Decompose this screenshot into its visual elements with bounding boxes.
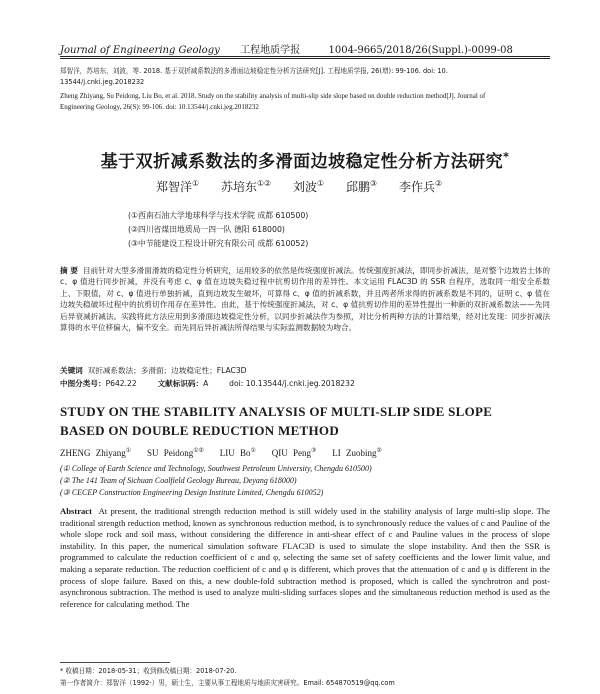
author-name: 刘波 bbox=[292, 180, 317, 194]
abstract-en bbox=[60, 506, 550, 610]
abstract-cn-label: 摘 要 bbox=[60, 266, 79, 275]
keywords-cn-label: 关键词 bbox=[60, 366, 83, 375]
affiliation-cn-3: (③中节能建设工程设计研究有限公司 成都 610052) bbox=[128, 239, 309, 248]
title-en-line1: STUDY ON THE STABILITY ANALYSIS OF MULTI-SLIP SIDE SLOPE bbox=[60, 404, 493, 419]
citation-cn-line2: 13544/j.cnki.jeg.2018232 bbox=[60, 78, 145, 86]
author-affiliation-mark: ③ bbox=[370, 179, 378, 188]
affiliation-en-3: (③ CECEP Construction Engineering Design Institute Limited, Chengdu 610052) bbox=[60, 488, 324, 497]
author-4 bbox=[272, 448, 317, 458]
author-name: 李作兵 bbox=[399, 180, 436, 194]
paper-title-en bbox=[60, 402, 560, 440]
author-affiliation-mark: ② bbox=[435, 179, 443, 188]
author-affiliation-mark: ① bbox=[125, 448, 131, 454]
author-name: SU Peidong bbox=[147, 448, 194, 458]
abstract-en-text: At present, the traditional strength reduction method is still widely used in the stability analysis of large multi-slip slope. The traditional strength reduction method, known as synchronous reduction method, is to synchronously reduce the values of c and Pauline of the whole slope rock and soil mass, without considering the difference in anti-shear effect of c and Pauline values in the process of slope instability. In this paper, the numerical simulation software FLAC3D is used to simulate the slope instability. And then the SSR is programmed to calculate the reduction coefficient of c and φ, selecting the same set of safety coefficients and the lower limit value, and making a separate reduction. The reduction coefficient of c and φ is different, which proves that the attenuation of c and φ is different in the process of slope failure. Based on this, a new double-fold subtraction method is proposed, which is called the synchrotron and post-asynchronous subtraction. The method is used to analyze multi-sliding surfaces slopes and the simultaneous reduction method is used as the reference for calculating method. The bbox=[60, 506, 550, 609]
classification-line bbox=[60, 378, 550, 389]
author-name: LI Zuobing bbox=[332, 448, 377, 458]
running-header bbox=[60, 41, 550, 56]
author-affiliation-mark: ①② bbox=[257, 179, 271, 188]
author-name: QIU Peng bbox=[271, 448, 311, 458]
author-name: 邱鹏 bbox=[346, 180, 371, 194]
abstract-cn-text: 目前针对大型多滑面滑坡的稳定性分析研究，运用较多的依然是传统强度折减法。传统强度折减法，即同步折减法，是对整个边坡岩土体的 c、φ 值进行同步折减，并没有考虑 c、φ 值在边坡失稳过程中抗剪切作用的差异性。本文运用 FLAC3D 的 SSR 自程序，选取同一组安全系数上、下限值，对 c、φ 值进行单独折减，直到边坡发生破坏，可算得 c、φ 值的折减系数，并且两者所求得的折减系数是不同的，证明 c、φ 值在边坡失稳破坏过程中的抗剪切作用存在差异性。由此，基于传统强度折减法，对 c、φ 值抗剪切作用的差异性提出一种新的双折减系数法——先同后异衰减折减法。实践将此方法应用到多滑面边坡稳定性分析，以同步折减法作为参照，对比分析两种方法的计算结果，经对比发现：同步折减法算得的水平位移偏大，偏不安全。而先同后异折减法所得结果与实际监测数据较为吻合。 bbox=[60, 266, 551, 333]
author-2 bbox=[221, 180, 271, 194]
author-list-en bbox=[60, 448, 398, 458]
author-4 bbox=[346, 180, 377, 194]
abstract-en-label: Abstract bbox=[60, 506, 92, 516]
header-rule-secondary bbox=[60, 58, 550, 59]
author-3 bbox=[220, 448, 256, 458]
author-affiliation-mark: ① bbox=[191, 179, 199, 188]
doi-cn-label: doi: bbox=[229, 379, 244, 388]
author-affiliation-mark: ① bbox=[317, 179, 324, 188]
author-affiliation-mark: ② bbox=[376, 448, 382, 454]
author-name: 郑智洋 bbox=[155, 180, 192, 194]
paper-title-cn bbox=[60, 147, 550, 172]
title-footnote-mark: * bbox=[503, 150, 510, 164]
author-1 bbox=[60, 448, 131, 458]
keywords-cn bbox=[60, 365, 550, 376]
docid-cn-label: 文献标识码： bbox=[157, 379, 204, 388]
class-cn-label: 中图分类号： bbox=[60, 379, 106, 388]
keywords-cn-text: 双折减系数法；多滑面；边坡稳定性；FLAC3D bbox=[87, 366, 247, 375]
title-cn-text: 基于双折减系数法的多滑面边坡稳定性分析方法研究 bbox=[100, 152, 504, 172]
journal-name-cn: 工程地质学报 bbox=[240, 45, 301, 56]
affiliation-en-2: (② The 141 Team of Sichuan Coalfield Geology Bureau, Deyang 618000) bbox=[60, 476, 297, 485]
abstract-cn bbox=[60, 265, 550, 333]
author-affiliation-mark: ③ bbox=[311, 448, 317, 454]
author-3 bbox=[293, 180, 324, 194]
author-affiliation-mark: ①② bbox=[193, 448, 204, 454]
class-cn-value: P642.22 bbox=[105, 379, 137, 388]
journal-name-en: Journal of Engineering Geology bbox=[60, 45, 220, 56]
author-affiliation-mark: ① bbox=[250, 448, 256, 454]
citation-en-line2: Engineering Geology, 26(S): 99-106. doi: 10.13544/j.cnki.jeg.2018232 bbox=[60, 103, 259, 111]
author-name: LIU Bo bbox=[219, 448, 251, 458]
docid-cn-value: A bbox=[203, 379, 209, 388]
header-rule bbox=[60, 56, 550, 57]
author-list-cn bbox=[80, 178, 540, 195]
title-en-line2: BASED ON DOUBLE REDUCTION METHOD bbox=[60, 423, 340, 438]
issn-code: 1004-9665/2018/26(Suppl.)-0099-08 bbox=[328, 45, 513, 56]
author-5 bbox=[332, 448, 382, 458]
citation-en-line1: Zheng Zhiyang, Su Peidong, Liu Bo, et al. 2018. Study on the stability analysis of multi-slip side slope based on double reduction method[J]. Journal of bbox=[60, 92, 486, 100]
citation-cn-line1: 郑智洋，苏培东，刘波，等. 2018. 基于双折减系数法的多滑面边坡稳定性分析方法研究[J]. 工程地质学报, 26(增): 99-106. doi: 10. bbox=[60, 67, 448, 75]
footnote-author: 第一作者简介：郑智洋（1992-）男，硕士生，主要从事工程地质与地质灾害研究。Email: 654870519@qq.com bbox=[60, 679, 395, 687]
author-1 bbox=[156, 180, 199, 194]
author-2 bbox=[147, 448, 204, 458]
doi-cn-value: 10.13544/j.cnki.jeg.2018232 bbox=[245, 379, 355, 388]
author-name: ZHENG Zhiyang bbox=[60, 448, 126, 458]
affiliation-cn-2: (②四川省煤田地质局一四一队 德阳 618000) bbox=[128, 225, 285, 234]
footnote-received: * 收稿日期：2018-05-31；收到修改稿日期：2018-07-20. bbox=[60, 667, 237, 675]
author-name: 苏培东 bbox=[220, 180, 257, 194]
footnote-rule bbox=[60, 662, 170, 663]
affiliation-cn-1: (①西南石油大学地球科学与技术学院 成都 610500) bbox=[128, 211, 309, 220]
affiliation-en-1: (① College of Earth Science and Technology, Southwest Petroleum University, Chengdu 610500) bbox=[60, 464, 372, 473]
author-5 bbox=[399, 180, 442, 194]
